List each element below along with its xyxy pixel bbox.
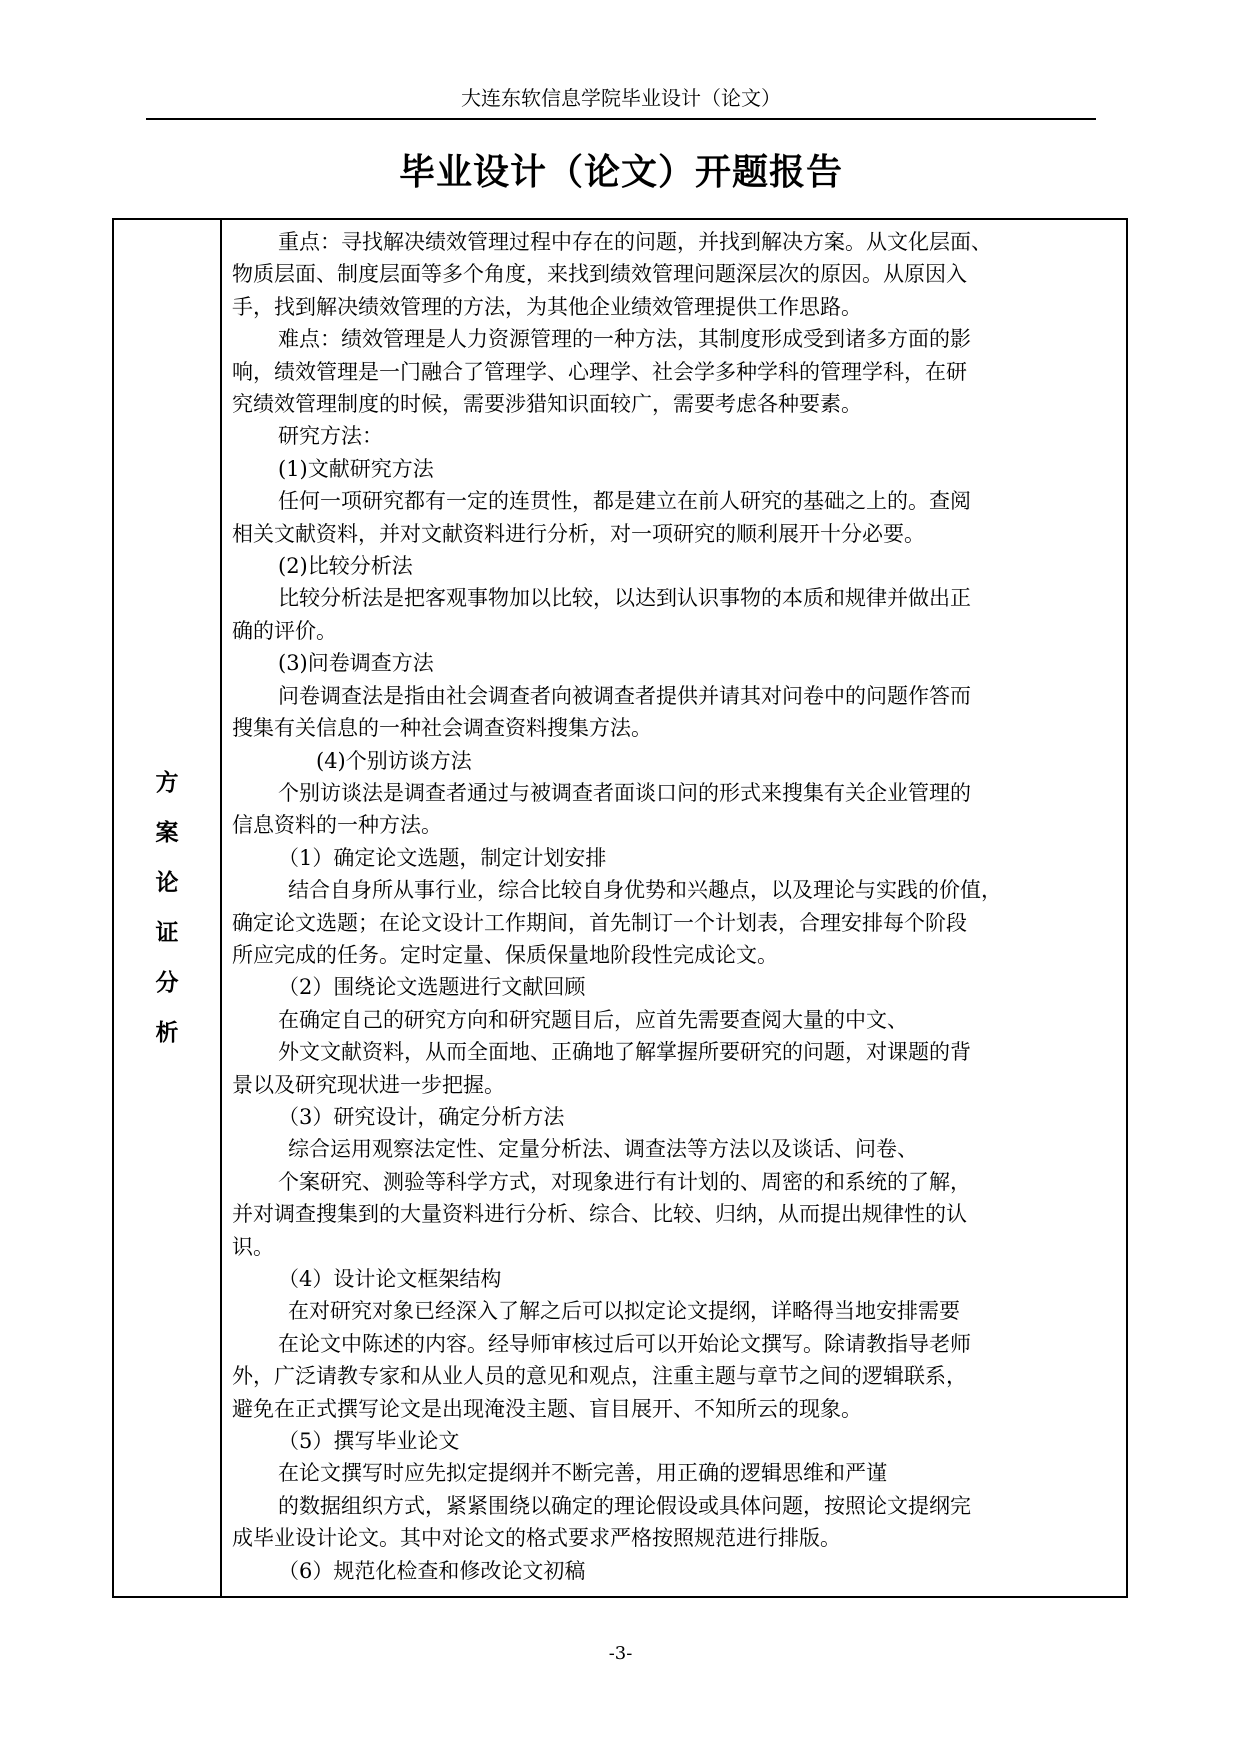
text-line: 研究方法： — [278, 424, 383, 449]
text-line: 个案研究、测验等科学方式，对现象进行有计划的、周密的和系统的了解， — [278, 1169, 971, 1194]
text-line: （1）确定论文选题，制定计划安排 — [278, 845, 607, 870]
text-line: 难点：绩效管理是人力资源管理的一种方法，其制度形成受到诸多方面的影 — [278, 327, 971, 352]
text-line: 信息资料的一种方法。 — [232, 813, 442, 838]
text-line: 景以及研究现状进一步把握。 — [232, 1072, 505, 1097]
text-line: （4）设计论文框架结构 — [278, 1267, 502, 1291]
text-line: 在论文撰写时应先拟定提纲并不断完善，用正确的逻辑思维和严谨 — [278, 1461, 887, 1486]
section-label-char: 析 — [155, 1020, 179, 1046]
section-label-char: 案 — [155, 820, 179, 846]
header-rule — [146, 118, 1096, 120]
section-label-char: 分 — [155, 970, 179, 996]
text-line: 外文文献资料，从而全面地、正确地了解掌握所要研究的问题，对课题的背 — [278, 1040, 971, 1065]
section-label — [114, 758, 220, 1058]
section-label-cell — [114, 220, 222, 1596]
text-line: 比较分析法是把客观事物加以比较，以达到认识事物的本质和规律并做出正 — [278, 586, 971, 611]
section-label-char: 论 — [155, 870, 179, 896]
text-line: 问卷调查法是指由社会调查者向被调查者提供并请其对问卷中的问题作答而 — [278, 683, 971, 708]
text-line: 搜集有关信息的一种社会调查资料搜集方法。 — [232, 716, 652, 741]
text-line: 在确定自己的研究方向和研究题目后，应首先需要查阅大量的中文、 — [278, 1007, 908, 1032]
text-line: (1)文献研究方法 — [278, 456, 434, 481]
report-table — [112, 218, 1128, 1598]
text-line: 并对调查搜集到的大量资料进行分析、综合、比较、归纳，从而提出规律性的认 — [232, 1202, 967, 1227]
section-label-char: 方 — [155, 770, 179, 796]
section-label-char: 证 — [155, 920, 179, 946]
text-line: 综合运用观察法定性、定量分析法、调查法等方法以及谈话、问卷、 — [288, 1137, 918, 1162]
text-line: 相关文献资料，并对文献资料进行分析，对一项研究的顺利展开十分必要。 — [232, 521, 925, 546]
text-line: 的数据组织方式，紧紧围绕以确定的理论假设或具体问题，按照论文提纲完 — [278, 1493, 971, 1518]
text-line: (2)比较分析法 — [278, 554, 413, 579]
text-line: 确的评价。 — [232, 618, 337, 643]
text-line: 避免在正式撰写论文是出现淹没主题、盲目展开、不知所云的现象。 — [232, 1396, 862, 1421]
text-line: 外，广泛请教专家和从业人员的意见和观点，注重主题与章节之间的逻辑联系， — [232, 1364, 967, 1389]
text-line: 究绩效管理制度的时候，需要涉猎知识面较广，需要考虑各种要素。 — [232, 392, 862, 417]
text-line: 在对研究对象已经深入了解之后可以拟定论文提纲，详略得当地安排需要 — [288, 1299, 960, 1324]
text-line: 重点：寻找解决绩效管理过程中存在的问题，并找到解决方案。从文化层面、 — [278, 230, 992, 254]
document-title: 毕业设计（论文）开题报告 — [398, 152, 843, 193]
section-content-cell — [232, 226, 1122, 1587]
text-line: 确定论文选题；在论文设计工作期间，首先制订一个计划表，合理安排每个阶段 — [232, 910, 967, 935]
text-line: (4)个别访谈方法 — [316, 748, 472, 773]
running-header: 大连东软信息学院毕业设计（论文） — [461, 86, 781, 110]
text-line: （6）规范化检查和修改论文初稿 — [278, 1558, 586, 1583]
text-line: 个别访谈法是调查者通过与被调查者面谈口问的形式来搜集有关企业管理的 — [278, 780, 971, 805]
text-line: （3）研究设计，确定分析方法 — [278, 1104, 565, 1129]
page-number: -3- — [608, 1643, 633, 1664]
text-line: 在论文中陈述的内容。经导师审核过后可以开始论文撰写。除请教指导老师 — [278, 1331, 971, 1356]
text-line: 手，找到解决绩效管理的方法，为其他企业绩效管理提供工作思路。 — [232, 294, 862, 319]
text-line: 识。 — [232, 1234, 274, 1259]
text-line: 结合自身所从事行业，综合比较自身优势和兴趣点，以及理论与实践的价值， — [288, 878, 1002, 903]
text-line: 响，绩效管理是一门融合了管理学、心理学、社会学多种学科的管理学科，在研 — [232, 359, 967, 384]
text-line: 所应完成的任务。定时定量、保质保量地阶段性完成论文。 — [232, 942, 778, 967]
text-line: 成毕业设计论文。其中对论文的格式要求严格按照规范进行排版。 — [232, 1526, 841, 1551]
text-line: 物质层面、制度层面等多个角度，来找到绩效管理问题深层次的原因。从原因入 — [232, 262, 967, 287]
text-line: （5）撰写毕业论文 — [278, 1429, 460, 1454]
text-line: （2）围绕论文选题进行文献回顾 — [278, 975, 586, 1000]
text-line: (3)问卷调查方法 — [278, 651, 434, 676]
text-line: 任何一项研究都有一定的连贯性，都是建立在前人研究的基础之上的。查阅 — [278, 489, 971, 514]
